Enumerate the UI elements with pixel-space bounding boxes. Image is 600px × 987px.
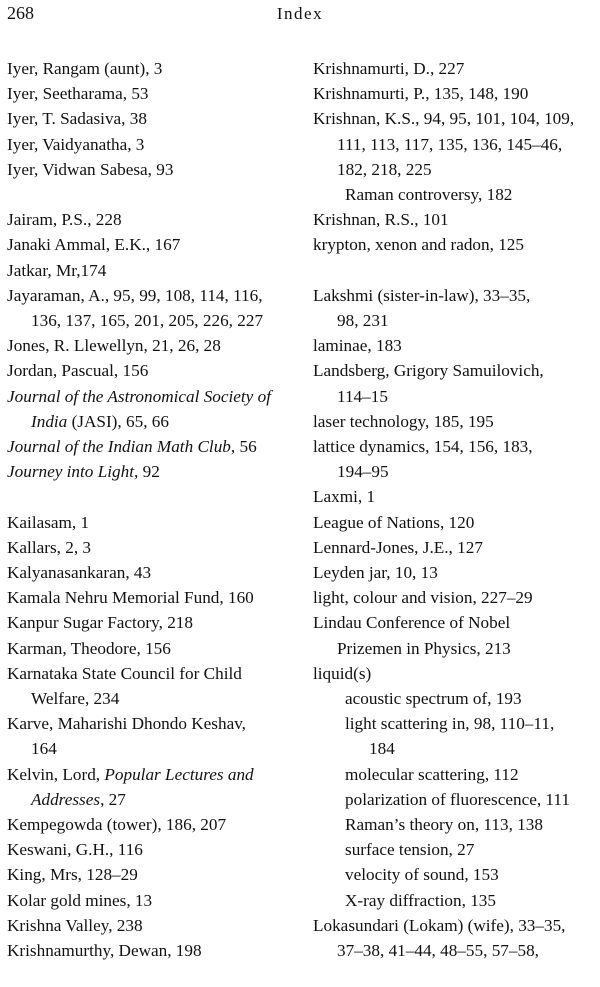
index-entry: Karman, Theodore, 156 — [7, 638, 171, 658]
index-entry: Keswani, G.H., 116 — [7, 840, 143, 860]
index-entry — [7, 283, 297, 333]
entry-pages: , 65, 66 — [117, 411, 169, 431]
index-entry: Krishnamurti, P., 135, 148, 190 — [313, 84, 529, 104]
index-entry: Janaki Ammal, E.K., 167 — [7, 235, 181, 255]
index-entry: Kallars, 2, 3 — [7, 537, 92, 557]
index-entry: Iyer, Seetharama, 53 — [7, 84, 149, 104]
book-title: Popular Lectures and — [104, 764, 254, 784]
entry-continuation: 194–95 — [337, 462, 389, 482]
entry-text: Jayaraman, A., 95, 99, 108, 114, 116, — [7, 285, 263, 305]
index-entry: Kamala Nehru Memorial Fund, 160 — [7, 588, 254, 608]
page-header — [0, 0, 600, 30]
book-title-cont: Addresses — [31, 789, 101, 809]
index-column-left — [7, 56, 297, 963]
index-entry: Kempegowda (tower), 186, 207 — [7, 815, 227, 835]
index-entry: Iyer, Vaidyanatha, 3 — [7, 134, 145, 154]
index-subentry: molecular scattering, 112 — [345, 764, 519, 784]
journal-abbrev: (JASI) — [67, 411, 118, 431]
index-entry: Jatkar, Mr,174 — [7, 260, 107, 280]
journal-title: Journal of the Indian Math Club — [7, 437, 231, 457]
entry-continuation: 111, 113, 117, 135, 136, 145–46, — [337, 134, 563, 154]
index-subentry: X-ray diffraction, 135 — [345, 890, 496, 910]
index-column-right — [313, 56, 597, 963]
index-entry: Kanpur Sugar Factory, 218 — [7, 613, 193, 633]
index-entry — [313, 913, 597, 963]
entry-continuation: 136, 137, 165, 201, 205, 226, 227 — [31, 311, 264, 331]
index-entry: Iyer, Rangam (aunt), 3 — [7, 59, 163, 78]
entry-continuation: Prizemen in Physics, 213 — [337, 638, 511, 658]
index-entry: Lennard-Jones, J.E., 127 — [313, 537, 483, 557]
index-entry: Jordan, Pascual, 156 — [7, 361, 149, 381]
index-entry — [313, 434, 597, 484]
entry-continuation: 164 — [31, 739, 57, 759]
entry-text: Landsberg, Grigory Samuilovich, — [313, 361, 544, 381]
journal-title-cont: India — [31, 411, 68, 431]
index-entry: Leyden jar, 10, 13 — [313, 563, 438, 583]
entry-continuation: 184 — [369, 739, 395, 759]
index-subentry: polarization of fluorescence, 111 — [345, 789, 570, 809]
index-subentry: Raman’s theory on, 113, 138 — [345, 815, 543, 835]
index-entry: Laxmi, 1 — [313, 487, 376, 507]
entry-text: lattice dynamics, 154, 156, 183, — [313, 437, 533, 457]
index-entry — [313, 610, 597, 660]
entry-continuation: 98, 231 — [337, 311, 389, 331]
index-entry: King, Mrs, 128–29 — [7, 865, 138, 885]
entry-text: Karnataka State Council for Child — [7, 663, 242, 683]
group-gap — [7, 484, 297, 509]
index-entry — [7, 661, 297, 711]
index-entry: krypton, xenon and radon, 125 — [313, 235, 524, 255]
index-entry: Jairam, P.S., 228 — [7, 210, 122, 230]
index-entry: Krishnan, R.S., 101 — [313, 210, 449, 230]
entry-pages: , 92 — [134, 462, 160, 482]
index-entry — [7, 711, 297, 761]
page-number: 268 — [7, 3, 34, 23]
entry-text: Lindau Conference of Nobel — [313, 613, 511, 633]
index-entry: Kolar gold mines, 13 — [7, 890, 153, 910]
index-subentry: velocity of sound, 153 — [345, 865, 499, 885]
group-gap — [313, 258, 597, 283]
index-subentry: Raman controversy, 182 — [345, 185, 513, 205]
index-entry: liquid(s) — [313, 663, 372, 683]
index-subentry — [313, 711, 597, 761]
index-subentry: acoustic spectrum of, 193 — [345, 689, 522, 709]
entry-continuation: Welfare, 234 — [31, 689, 120, 709]
index-entry — [313, 358, 597, 408]
entry-text: Lakshmi (sister-in-law), 33–35, — [313, 285, 531, 305]
index-entry — [7, 459, 297, 484]
entry-text: Krishnan, K.S., 94, 95, 101, 104, 109, — [313, 109, 575, 129]
group-gap — [7, 182, 297, 207]
index-entry: Iyer, Vidwan Sabesa, 93 — [7, 159, 174, 179]
index-entry — [313, 283, 597, 333]
index-entry: Jones, R. Llewellyn, 21, 26, 28 — [7, 336, 221, 356]
index-entry: Krishna Valley, 238 — [7, 915, 143, 935]
entry-continuation: 114–15 — [337, 386, 388, 406]
index-entry: laminae, 183 — [313, 336, 402, 356]
entry-continuation: 182, 218, 225 — [337, 159, 432, 179]
index-entry — [7, 762, 297, 812]
index-entry: League of Nations, 120 — [313, 512, 475, 532]
index-entry: Kalyanasankaran, 43 — [7, 563, 152, 583]
entry-text: Karve, Maharishi Dhondo Keshav, — [7, 714, 246, 734]
index-entry: Krishnamurti, D., 227 — [313, 59, 465, 78]
index-entry — [7, 434, 297, 459]
entry-pages: , 27 — [100, 789, 126, 809]
index-entry: Iyer, T. Sadasiva, 38 — [7, 109, 147, 129]
journal-title: Journal of the Astronomical Society of — [7, 386, 271, 406]
entry-text: Lokasundari (Lokam) (wife), 33–35, — [313, 915, 566, 935]
index-entry — [7, 384, 297, 434]
entry-text: light scattering in, 98, 110–11, — [345, 714, 555, 734]
book-title: Journey into Light — [7, 462, 134, 482]
index-entry: light, colour and vision, 227–29 — [313, 588, 533, 608]
entry-pages: , 56 — [230, 437, 257, 457]
entry-text: Kelvin, Lord, — [7, 764, 105, 784]
index-entry: Kailasam, 1 — [7, 512, 90, 532]
running-head: Index — [276, 4, 324, 23]
index-entry — [313, 106, 597, 182]
index-entry: Krishnamurthy, Dewan, 198 — [7, 941, 202, 961]
index-entry: laser technology, 185, 195 — [313, 411, 494, 431]
entry-continuation: 37–38, 41–44, 48–55, 57–58, — [337, 941, 539, 961]
index-subentry: surface tension, 27 — [345, 840, 475, 860]
